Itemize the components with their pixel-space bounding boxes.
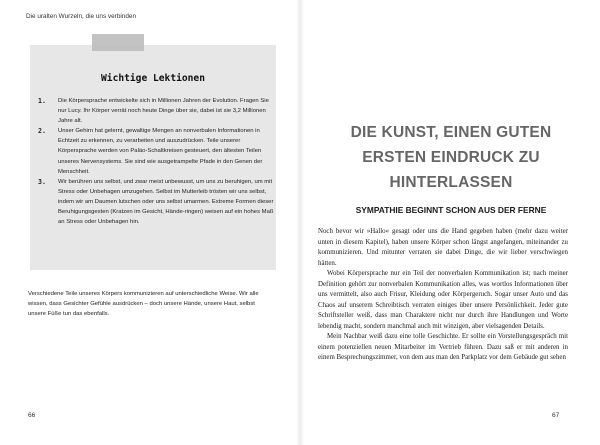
chapter-title: DIE KUNST, EINEN GUTEN ERSTEN EINDRUCK ZU HINTERLASSEN — [350, 124, 552, 191]
lessons-list — [38, 96, 274, 227]
list-item — [38, 177, 274, 227]
page-number-right: 67 — [552, 412, 560, 419]
body-text — [318, 227, 568, 364]
tape-strip — [92, 34, 144, 51]
body-paragraph: Noch bevor wir »Hallo« gesagt oder uns die Hand gegeben haben (mehr dazu weiter unten in diesem Kapitel), haben unsere Körper schon längst angefangen, miteinander zu kommunizieren. Und mitunter verraten sie dabei Dinge, die wir lieber verschwiegen hätten. — [318, 228, 568, 267]
summary-paragraph: Verschiedene Teile unseres Körpers kommunizieren auf unterschiedliche Weise. Wir alle wissen, dass Gesichter Gefühle ausdrücken – doch unsere Hände, unsere Haut, selbst unsere Füße tun das ebenfalls. — [28, 291, 259, 318]
body-paragraph: Mein Nachbar weiß dazu eine tolle Geschichte. Er sollte ein Vorstellungsgespräch mit einem potenziellen neuen Mitarbeiter im Vertrieb führen. Dazu saß er mit anderen in einem Besprechungszimmer, von dem aus man den Parkplatz vor dem Gebäude gut sehen — [318, 333, 568, 361]
gutter-shadow — [296, 0, 304, 445]
lesson-number: 1. — [38, 97, 46, 105]
lesson-text: Unser Gehirn hat gelernt, gewaltige Mengen an nonverbalen Informationen in Echtzeit zu erkennen, zu verarbeiten und auszudrücken. Teile unserer Körpersprache werden von Paläo-Schaltkreisen gesteuert, den ältesten Teilen unseres Nervensystems. Sie sind wie ausgetrampelte Pfade in den Genen der Menschheit. — [58, 128, 263, 175]
page-number-left: 66 — [28, 412, 36, 419]
right-page — [300, 0, 600, 445]
body-paragraph: Wobei Körpersprache nur ein Teil der nonverbalen Kommunikation ist; nach meiner Definition gehört zur nonverbalen Kommunikation alles, was wortlos Informationen über uns vermittelt, also auch Frisur, Kleidung oder Körpergeruch. Sogar unser Auto und das Chaos auf unserem Schreibtisch verraten einiges über unsere Persönlichkeit. Jeder gute Schriftsteller weiß, dass man Charaktere nicht nur durch ihre Handlungen und Worte lebendig macht, sondern manchmal auch mit winzigen, aber vielsagenden Details. — [318, 270, 568, 330]
lesson-text: Die Körpersprache entwickelte sich in Millionen Jahren der Evolution. Fragen Sie nur Lucy. Ihr Körper verrät noch heute Dinge über sie, dabei ist sie 3,2 Millionen Jahre alt. — [58, 98, 269, 125]
list-item — [38, 96, 274, 126]
lesson-text: Wir berühren uns selbst, und zwar meist unbewusst, um uns zu beruhigen, um mit Stress oder Unbehagen umzugehen. Selbst im Mutterleib trösten wir uns selbst, indem wir am Daumen lutschen oder uns selbst umarmen. Extreme Formen dieser Beruhigungsgesten (Kratzen im Gesicht, Hände-ringen) weisen auf ein hohes Maß an Stress oder Unbehagen hin. — [58, 178, 274, 226]
lessons-box-title: Wichtige Lektionen — [101, 73, 205, 84]
running-head: Die uralten Wurzeln, die uns verbinden — [26, 13, 137, 20]
list-item — [38, 126, 274, 176]
section-title: SYMPATHIE BEGINNT SCHON AUS DER FERNE — [355, 205, 547, 215]
lesson-number: 3. — [38, 177, 46, 186]
lesson-number: 2. — [38, 127, 46, 136]
